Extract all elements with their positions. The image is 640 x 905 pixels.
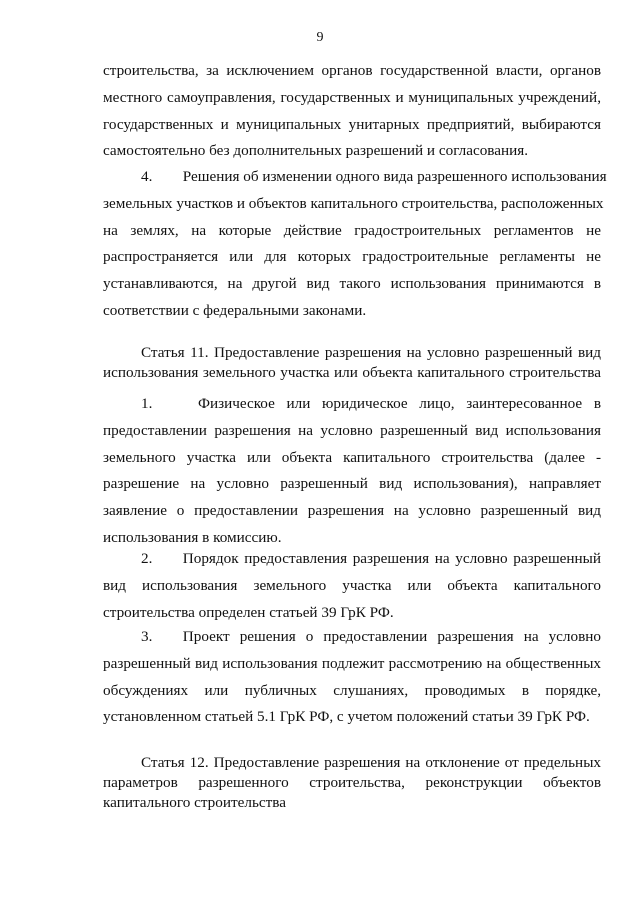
text-line: строительства определен статьей 39 ГрК РФ. (103, 603, 394, 621)
text-line: 2. Порядок предоставления разрешения на условно разрешенный (141, 550, 601, 567)
text-line: распространяется или для которых градостроительные регламенты не (103, 248, 601, 266)
text-line: 4. Решения об изменении одного вида разрешенного использования (141, 168, 607, 185)
heading-line: параметров разрешенного строительства, реконструкции объектов (103, 773, 601, 791)
heading-line: капитального строительства (103, 793, 286, 811)
article-11-item-2 (103, 546, 601, 626)
heading-line: Статья 12. Предоставление разрешения на отклонение от предельных (141, 754, 601, 771)
text-line: разрешенный вид использования подлежит рассмотрению на общественных (103, 654, 601, 672)
text-line: предоставлении разрешения на условно разрешенный вид использования (103, 421, 601, 439)
text-line: строительства, за исключением органов государственной власти, органов (103, 62, 601, 79)
text-line: государственных и муниципальных унитарных предприятий, выбираются (103, 115, 601, 133)
text-line: вид использования земельного участка или объекта капитального (103, 576, 601, 594)
text-line: 3. Проект решения о предоставлении разрешения на условно (141, 628, 601, 645)
article-11-item-3 (103, 624, 601, 731)
article-11-heading (103, 343, 601, 383)
article-11-item-1 (103, 391, 601, 552)
text-line: использования в комиссию. (103, 528, 282, 546)
text-line: земельных участков и объектов капитального строительства, расположенных (103, 194, 604, 212)
text-line: разрешение на условно разрешенный вид использования), направляет (103, 475, 601, 493)
heading-line: Статья 11. Предоставление разрешения на условно разрешенный вид (141, 344, 601, 361)
text-line: 1. Физическое или юридическое лицо, заинтересованное в (141, 395, 601, 412)
text-line: земельного участка или объекта капитального строительства (далее - (103, 448, 601, 466)
paragraph-4 (103, 164, 607, 325)
text-line: местного самоуправления, государственных и муниципальных учреждений, (103, 88, 601, 106)
text-line: устанавливаются, на другой вид такого использования принимаются в (103, 275, 601, 293)
heading-line: использования земельного участка или объекта капитального строительства (103, 363, 601, 381)
text-line: установленном статьей 5.1 ГрК РФ, с учетом положений статьи 39 ГрК РФ. (103, 708, 590, 726)
text-line: заявление о предоставлении разрешения на условно разрешенный вид (103, 502, 601, 520)
text-line: соответствии с федеральными законами. (103, 301, 367, 319)
text-line: обсуждениях или публичных слушаниях, проводимых в порядке, (103, 681, 601, 699)
article-12-heading (103, 753, 601, 812)
text-line: на землях, на которые действие градостроительных регламентов не (103, 221, 601, 239)
page-number: 9 (316, 30, 324, 45)
paragraph-continuation (103, 58, 601, 165)
text-line: самостоятельно без дополнительных разрешений и согласования. (103, 142, 529, 160)
